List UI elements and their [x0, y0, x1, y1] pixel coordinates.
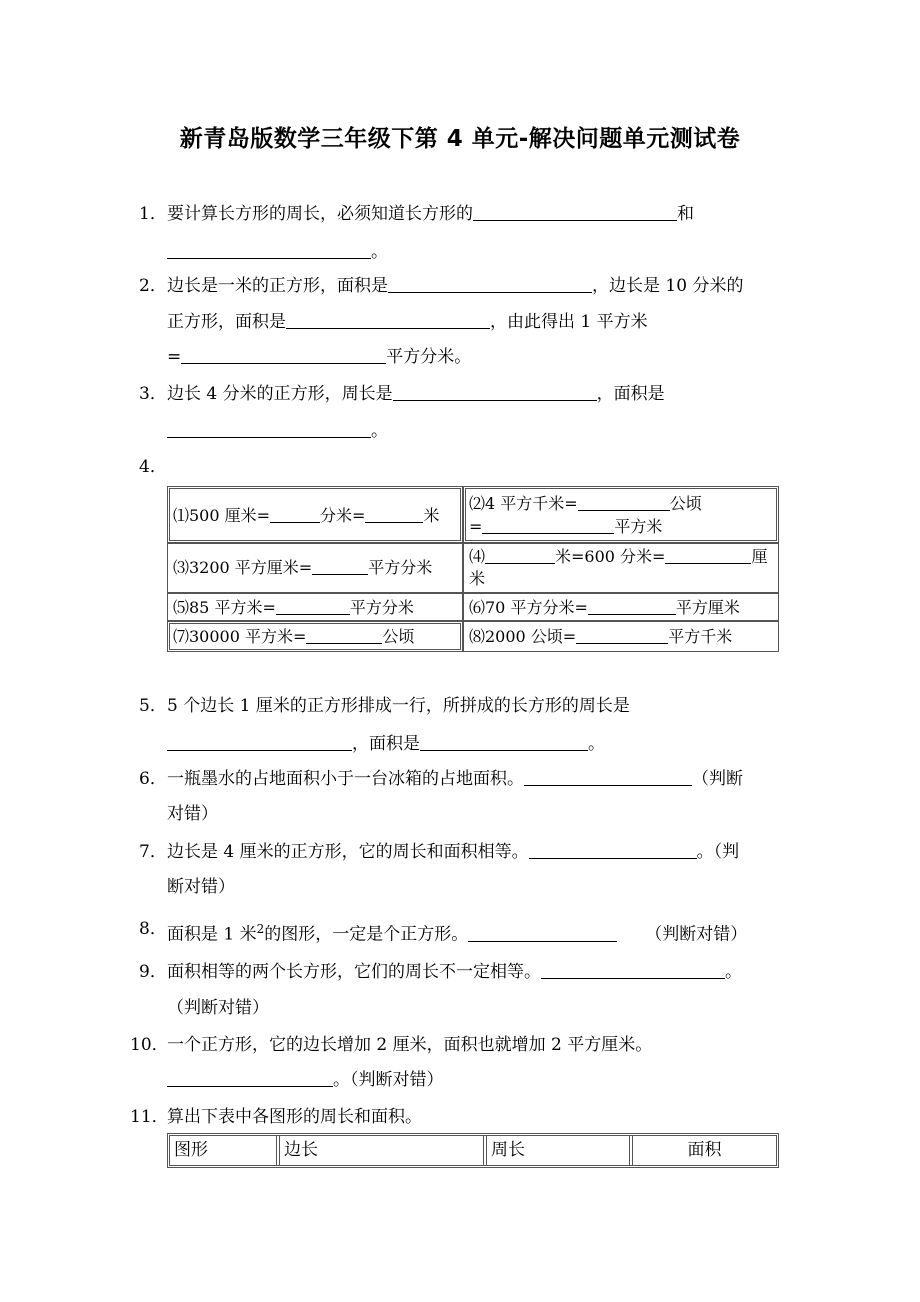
cell-text: 米: [469, 569, 486, 588]
table-cell-1: [167, 486, 463, 543]
q9-text: 。: [725, 962, 742, 982]
answer-blank[interactable]: [365, 504, 423, 523]
table-header: 图形: [174, 1140, 208, 1160]
cell-text: 平方米: [614, 517, 663, 536]
cell-text: 平方厘米: [675, 598, 740, 617]
q9-text: 面积相等的两个长方形，它们的周长不一定相等。: [167, 962, 541, 982]
table-header: 面积: [687, 1140, 722, 1160]
answer-blank[interactable]: [576, 625, 668, 644]
cell-text: ⑻2000 公顷=: [469, 627, 577, 646]
answer-blank[interactable]: [393, 380, 597, 401]
answer-blank[interactable]: [420, 730, 588, 751]
table-cell-4: [463, 543, 779, 593]
answer-blank[interactable]: [167, 1066, 333, 1087]
cell-text: ⑺30000 平方米=: [173, 627, 307, 646]
q1-text: 要计算长方形的周长，必须知道长方形的: [167, 204, 473, 224]
q6-text: 对错）: [167, 804, 218, 824]
question-number: 4．: [139, 457, 167, 477]
answer-blank[interactable]: [312, 556, 368, 575]
answer-blank[interactable]: [665, 545, 751, 564]
answer-blank[interactable]: [286, 308, 490, 329]
answer-blank[interactable]: [524, 765, 692, 786]
question-6-line-2: [167, 797, 218, 832]
question-8-line-1: [167, 912, 747, 953]
q2-text: ，由此得出 1 平方米: [490, 312, 648, 332]
cell-text: 平方千米: [668, 627, 733, 646]
unit-conversion-table: [167, 486, 779, 652]
table-header: 周长: [491, 1140, 525, 1160]
question-9-line-2: [167, 991, 269, 1026]
table-cell-3: [167, 543, 463, 593]
question-2-line-2: [167, 305, 648, 340]
table-cell-2: [463, 486, 779, 543]
question-2-line-1: [167, 269, 743, 304]
superscript: 2: [256, 922, 265, 936]
answer-blank[interactable]: [578, 492, 670, 511]
q5-text: ，面积是: [352, 734, 420, 754]
question-number: 5．: [139, 696, 167, 716]
q8-text: （判断对错）: [645, 924, 748, 945]
q3-text: 边长 4 分米的正方形，周长是: [167, 384, 393, 404]
answer-blank[interactable]: [541, 958, 725, 979]
answer-blank[interactable]: [167, 417, 371, 438]
table-cell-5: [167, 593, 463, 621]
table-cell-6: [463, 593, 779, 621]
q8-text: 面积是 1 米: [167, 924, 257, 945]
q7-text: 边长是 4 厘米的正方形，它的周长和面积相等。: [167, 842, 529, 862]
answer-blank[interactable]: [181, 343, 386, 364]
q10-text: 一个正方形，它的边长增加 2 厘米，面积也就增加 2 平方厘米。: [167, 1035, 653, 1055]
cell-text: ⑶3200 平方厘米=: [173, 558, 313, 577]
question-number: 7．: [139, 842, 167, 862]
cell-text: 米: [423, 506, 440, 525]
question-number: 6．: [139, 769, 167, 789]
cell-text: 公顷: [669, 494, 702, 513]
answer-blank[interactable]: [473, 200, 677, 221]
answer-blank[interactable]: [468, 921, 617, 942]
q2-text: =: [167, 347, 182, 367]
question-5-line-2: [167, 727, 605, 762]
page-title: 新青岛版数学三年级下第 4 单元-解决问题单元测试卷: [179, 126, 741, 152]
q6-text: 一瓶墨水的占地面积小于一台冰箱的占地面积。: [167, 769, 524, 789]
cell-text: ⑵4 平方千米=: [469, 494, 578, 513]
answer-blank[interactable]: [276, 596, 350, 615]
cell-text: 公顷: [382, 627, 415, 646]
q7-text: 断对错）: [167, 877, 235, 897]
q11-text: 算出下表中各图形的周长和面积。: [167, 1107, 422, 1127]
question-10-line-1: [167, 1028, 652, 1063]
answer-blank[interactable]: [167, 238, 371, 259]
q6-text: （判断: [692, 769, 743, 789]
question-1-line-2: [167, 235, 388, 270]
cell-text: 平方分米: [368, 558, 433, 577]
question-2-line-3: [167, 340, 471, 375]
answer-blank[interactable]: [588, 596, 676, 615]
answer-blank[interactable]: [167, 730, 352, 751]
question-7-line-1: [167, 835, 739, 870]
answer-blank[interactable]: [482, 515, 614, 534]
question-6-line-1: [167, 762, 743, 797]
cell-text: ⑴500 厘米=: [173, 506, 271, 525]
q9-text: （判断对错）: [167, 998, 269, 1018]
answer-blank[interactable]: [388, 272, 592, 293]
cell-text: 米=600 分米=: [555, 547, 666, 566]
question-7-line-2: [167, 870, 235, 905]
q5-text: 。: [588, 734, 605, 754]
question-number: 9．: [139, 962, 167, 982]
answer-blank[interactable]: [306, 625, 382, 644]
question-number: 11．: [130, 1107, 169, 1127]
q1-text-end: 。: [371, 242, 388, 262]
question-1-line-1: [167, 197, 694, 232]
question-10-line-2: [167, 1063, 444, 1098]
cell-text: 平方分米: [349, 598, 414, 617]
q2-text: ，边长是 10 分米的: [592, 276, 744, 296]
q3-text: 。: [371, 421, 388, 441]
q1-text-and: 和: [677, 204, 694, 224]
question-number: 3．: [139, 384, 167, 404]
q2-text: 边长是一米的正方形，面积是: [167, 276, 388, 296]
table-cell-8: [463, 621, 779, 652]
cell-text: 厘: [751, 547, 768, 566]
cell-text: ⑹70 平方分米=: [469, 598, 588, 617]
question-number: 8．: [139, 919, 167, 939]
cell-text: 分米=: [320, 506, 366, 525]
q3-text: ，面积是: [596, 384, 665, 404]
answer-blank[interactable]: [485, 545, 555, 564]
cell-text: =: [469, 517, 483, 536]
shape-table: [167, 1133, 779, 1168]
question-number: 2．: [139, 276, 167, 296]
cell-text: ⑸85 平方米=: [173, 598, 276, 617]
question-5-line-1: [167, 689, 630, 724]
question-number: 1．: [139, 204, 167, 224]
question-9-line-1: [167, 955, 742, 990]
question-11-line-1: [167, 1100, 422, 1135]
table-header: 边长: [284, 1140, 318, 1160]
q7-text: 。（判: [696, 842, 740, 862]
cell-text: ⑷: [469, 547, 486, 566]
question-3-line-2: [167, 414, 388, 449]
answer-blank[interactable]: [529, 838, 697, 859]
q5-text: 5 个边长 1 厘米的正方形排成一行，所拼成的长方形的周长是: [167, 696, 630, 716]
table-cell-7: [167, 621, 463, 652]
q2-text: 正方形，面积是: [167, 312, 286, 332]
q10-text: 。（判断对错）: [333, 1070, 444, 1090]
question-number: 10．: [130, 1035, 169, 1055]
answer-blank[interactable]: [270, 504, 320, 523]
q8-text: 的图形，一定是个正方形。: [264, 924, 469, 945]
question-3-line-1: [167, 377, 665, 412]
q2-text: 平方分米。: [386, 347, 472, 367]
